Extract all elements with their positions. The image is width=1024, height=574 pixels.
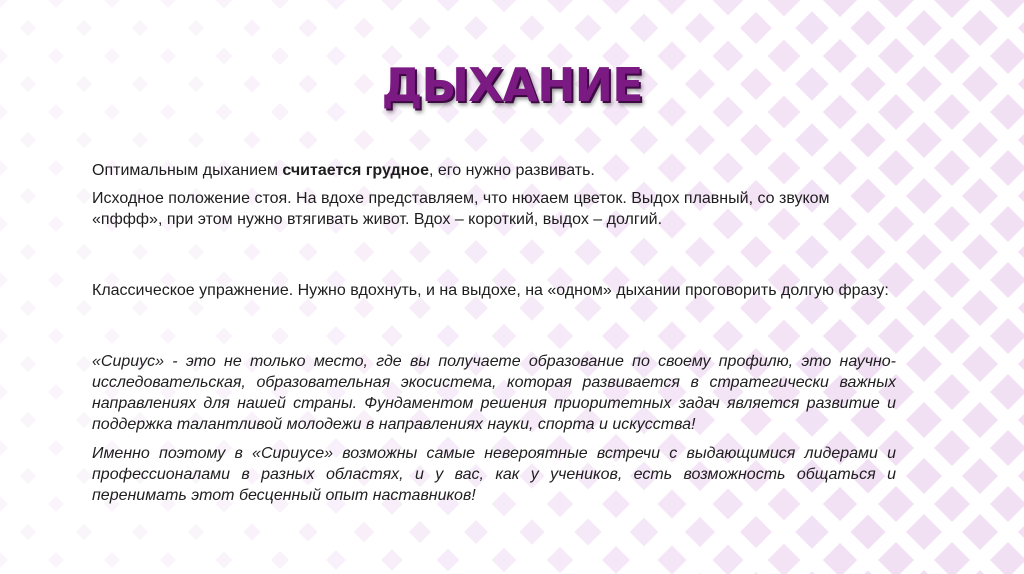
background-diamond	[519, 127, 544, 152]
background-diamond	[48, 552, 64, 568]
background-diamond	[76, 300, 92, 316]
background-diamond	[160, 552, 176, 568]
background-diamond	[934, 430, 970, 466]
background-diamond	[409, 129, 431, 151]
background-diamond	[1018, 290, 1024, 326]
background-diamond	[906, 514, 942, 550]
slide-body	[92, 160, 896, 506]
background-diamond	[990, 262, 1024, 298]
background-diamond	[436, 548, 459, 571]
background-diamond	[0, 496, 8, 512]
background-diamond	[104, 552, 120, 568]
background-diamond	[326, 550, 346, 570]
background-diamond	[685, 13, 715, 43]
background-diamond	[381, 549, 402, 570]
background-diamond	[0, 384, 8, 400]
background-diamond	[48, 216, 64, 232]
background-diamond	[48, 440, 64, 456]
background-diamond	[630, 126, 659, 155]
background-diamond	[934, 486, 970, 522]
background-diamond	[216, 552, 233, 569]
background-diamond	[934, 206, 970, 242]
background-diamond	[76, 244, 92, 260]
background-diamond	[409, 17, 431, 39]
background-diamond	[492, 0, 517, 12]
paragraph-1-bold: считается грудное	[282, 162, 429, 179]
background-diamond	[712, 0, 743, 16]
background-diamond	[132, 132, 148, 148]
background-diamond	[768, 544, 801, 574]
background-diamond	[76, 468, 92, 484]
background-diamond	[1018, 458, 1024, 494]
background-diamond	[76, 20, 92, 36]
background-diamond	[906, 10, 942, 46]
background-diamond	[795, 11, 828, 44]
background-diamond	[906, 178, 942, 214]
background-diamond	[298, 522, 317, 541]
background-diamond	[906, 290, 942, 326]
background-diamond	[76, 356, 92, 372]
background-diamond	[464, 128, 488, 152]
background-diamond	[0, 272, 8, 288]
background-diamond	[547, 0, 573, 13]
background-diamond	[934, 262, 970, 298]
background-diamond	[850, 10, 885, 45]
background-diamond	[132, 524, 148, 540]
background-diamond	[188, 524, 204, 540]
background-diamond	[740, 124, 772, 156]
background-diamond	[657, 545, 686, 574]
background-diamond	[740, 516, 772, 548]
background-diamond	[768, 0, 801, 16]
background-diamond	[216, 0, 233, 8]
background-diamond	[1018, 514, 1024, 550]
quote-paragraph-2: Именно поэтому в «Сириусе» возможны самые невероятные встречи с выдающимися лидерами и профессионалами в разных областях, и у вас, как у учеников, есть возможность общаться и перенимать этот бесценный опыт наставников!	[92, 445, 896, 504]
background-diamond	[188, 20, 204, 36]
background-diamond	[906, 346, 942, 382]
background-diamond	[1018, 234, 1024, 270]
background-diamond	[962, 290, 998, 326]
background-diamond	[20, 132, 36, 148]
background-diamond	[962, 570, 998, 574]
paragraph-starting-position: Исходное положение стоя. На вдохе представляем, что нюхаем цветок. Выдох плавный, со звуком «пффф», при этом нужно втягивать живот. Вдох – короткий, выдох – долгий.	[92, 190, 830, 228]
background-diamond	[48, 0, 64, 8]
background-diamond	[906, 570, 942, 574]
background-diamond	[354, 18, 375, 39]
background-diamond	[20, 524, 36, 540]
background-diamond	[990, 430, 1024, 466]
background-diamond	[602, 546, 630, 574]
background-diamond	[934, 374, 970, 410]
background-diamond	[188, 132, 204, 148]
background-diamond	[354, 130, 375, 151]
background-diamond	[878, 542, 914, 574]
background-diamond	[271, 551, 289, 569]
background-diamond	[76, 524, 92, 540]
background-diamond	[243, 523, 260, 540]
background-diamond	[381, 0, 402, 11]
background-diamond	[1018, 122, 1024, 158]
background-diamond	[685, 125, 715, 155]
background-diamond	[740, 12, 772, 44]
background-diamond	[20, 244, 36, 260]
background-diamond	[0, 160, 8, 176]
background-diamond	[878, 0, 914, 18]
background-diamond	[630, 14, 659, 43]
background-diamond	[104, 0, 120, 8]
background-diamond	[243, 131, 260, 148]
background-diamond	[0, 552, 8, 568]
background-diamond	[76, 412, 92, 428]
background-diamond	[712, 544, 743, 574]
background-diamond	[409, 521, 431, 543]
background-diamond	[574, 14, 601, 41]
background-diamond	[657, 0, 686, 15]
background-diamond	[48, 272, 64, 288]
background-diamond	[464, 16, 488, 40]
background-diamond	[962, 346, 998, 382]
background-diamond	[962, 234, 998, 270]
background-diamond	[990, 206, 1024, 242]
background-diamond	[906, 402, 942, 438]
background-diamond	[547, 547, 573, 573]
background-diamond	[823, 543, 857, 574]
background-diamond	[934, 150, 970, 186]
background-diamond	[906, 234, 942, 270]
background-diamond	[20, 300, 36, 316]
paragraph-1-start: Оптимальным дыханием	[92, 162, 283, 179]
quote-paragraph-1: «Сириус» - это не только место, где вы получаете образование по своему профилю, это научно-исследовательская, образовательная экосистема, которая развивается в стратегически важных направлениях для нашей страны. Фундаментом решения приоритетных задач является развитие и поддержка талантливой молодежи в направлениях науки, спорта и искусства!	[92, 353, 896, 433]
background-diamond	[1018, 178, 1024, 214]
background-diamond	[962, 458, 998, 494]
background-diamond	[326, 0, 346, 10]
background-diamond	[243, 19, 260, 36]
background-diamond	[962, 514, 998, 550]
background-diamond	[934, 318, 970, 354]
background-diamond	[962, 122, 998, 158]
paragraph-1-end: , его нужно развивать.	[428, 162, 595, 179]
background-diamond	[850, 514, 885, 549]
background-diamond	[0, 440, 8, 456]
background-diamond	[850, 122, 885, 157]
paragraph-classic-exercise: Классическое упражнение. Нужно вдохнуть, и на выдохе, на «одном» дыхании проговорить долгую фразу:	[92, 282, 889, 299]
background-diamond	[436, 0, 459, 12]
background-diamond	[0, 0, 8, 8]
background-diamond	[132, 20, 148, 36]
background-diamond	[990, 486, 1024, 522]
background-diamond	[990, 542, 1024, 574]
background-diamond	[519, 15, 544, 40]
background-diamond	[990, 0, 1024, 18]
background-diamond	[906, 122, 942, 158]
background-diamond	[271, 0, 289, 9]
background-diamond	[630, 518, 659, 547]
background-diamond	[20, 20, 36, 36]
background-diamond	[160, 0, 176, 8]
background-diamond	[48, 384, 64, 400]
background-diamond	[685, 517, 715, 547]
background-diamond	[602, 0, 630, 14]
background-diamond	[962, 402, 998, 438]
background-diamond	[795, 123, 828, 156]
background-diamond	[76, 188, 92, 204]
background-diamond	[990, 150, 1024, 186]
background-diamond	[574, 518, 601, 545]
background-diamond	[1018, 570, 1024, 574]
background-diamond	[298, 130, 317, 149]
background-diamond	[934, 542, 970, 574]
background-diamond	[464, 520, 488, 544]
background-diamond	[20, 188, 36, 204]
background-diamond	[990, 318, 1024, 354]
background-diamond	[850, 570, 885, 574]
background-diamond	[354, 522, 375, 543]
background-diamond	[298, 18, 317, 37]
background-diamond	[962, 10, 998, 46]
background-diamond	[48, 160, 64, 176]
background-diamond	[20, 412, 36, 428]
background-diamond	[0, 328, 8, 344]
background-diamond	[962, 178, 998, 214]
background-diamond	[1018, 10, 1024, 46]
background-diamond	[0, 216, 8, 232]
background-diamond	[20, 468, 36, 484]
background-diamond	[519, 519, 544, 544]
background-diamond	[906, 458, 942, 494]
background-diamond	[20, 356, 36, 372]
background-diamond	[76, 132, 92, 148]
slide-title: ДЫХАНИЕ	[381, 58, 643, 112]
background-diamond	[990, 374, 1024, 410]
background-diamond	[48, 496, 64, 512]
background-diamond	[1018, 346, 1024, 382]
background-diamond	[574, 126, 601, 153]
paragraph-optimal-breathing	[92, 160, 896, 181]
background-diamond	[823, 0, 857, 17]
background-diamond	[48, 328, 64, 344]
background-diamond	[934, 0, 970, 18]
background-diamond	[492, 548, 517, 573]
background-diamond	[1018, 402, 1024, 438]
background-diamond	[795, 515, 828, 548]
